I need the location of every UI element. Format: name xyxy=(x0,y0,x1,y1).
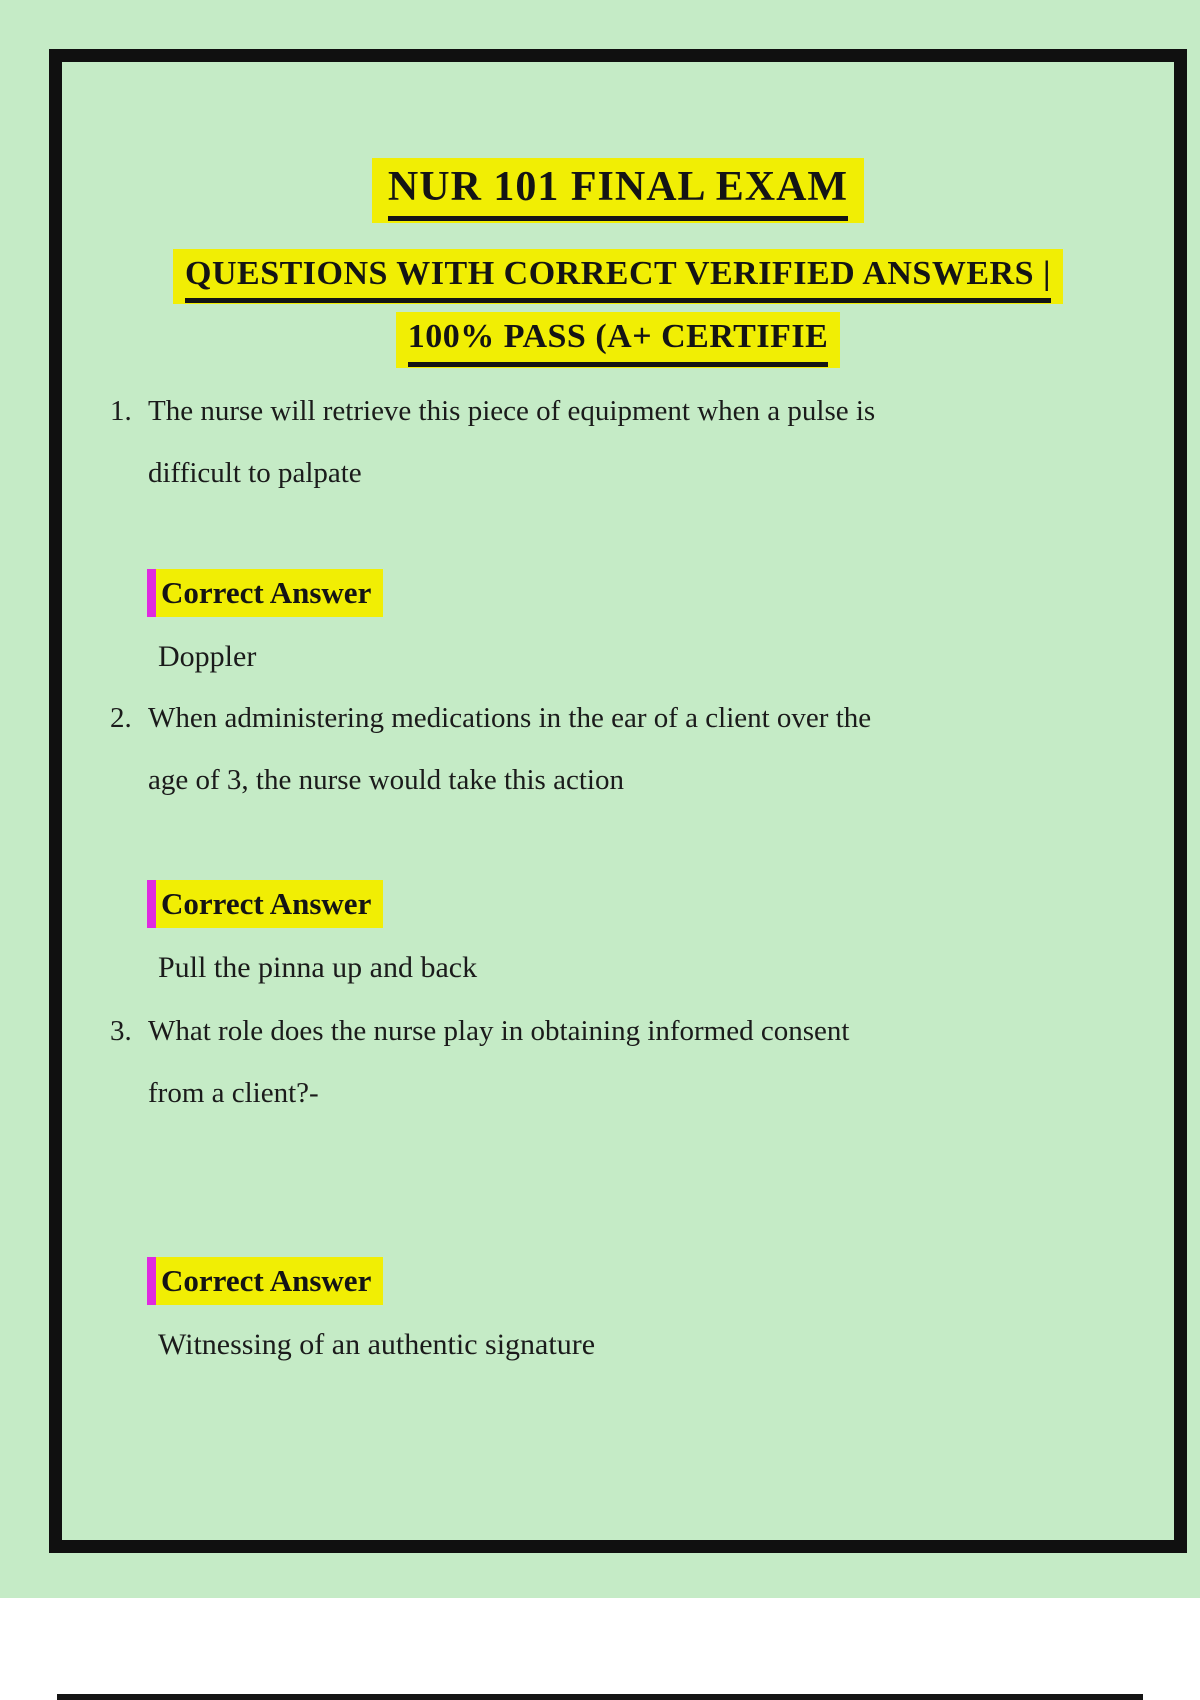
answer-text: Doppler xyxy=(158,639,257,673)
document-header xyxy=(62,62,1174,368)
question-text-line: What role does the nurse play in obtaining informed consent xyxy=(148,1014,850,1047)
correct-answer-row xyxy=(147,569,383,617)
question-number: 2. xyxy=(110,701,132,734)
next-page-top-border xyxy=(57,1694,1143,1700)
question-text-line: from a client?- xyxy=(148,1076,319,1109)
page-frame xyxy=(49,49,1187,1553)
page-title: NUR 101 FINAL EXAM xyxy=(388,163,848,221)
question-text-line: difficult to palpate xyxy=(148,456,362,489)
question-line xyxy=(110,1000,1174,1062)
question-text-line: When administering medications in the ear of a client over the xyxy=(148,701,872,734)
correct-answer-row xyxy=(147,1257,383,1305)
question-text-line: The nurse will retrieve this piece of equipment when a pulse is xyxy=(148,394,876,427)
question-item xyxy=(110,380,1174,675)
correct-answer-marker xyxy=(147,1257,156,1305)
subtitle-1-highlight xyxy=(173,249,1063,305)
question-list xyxy=(62,380,1174,1363)
correct-answer-row xyxy=(147,880,383,928)
page-title-highlight xyxy=(372,158,864,223)
answer-text: Witnessing of an authentic signature xyxy=(158,1327,596,1361)
question-item xyxy=(110,687,1174,986)
correct-answer-marker xyxy=(147,880,156,928)
question-text-line: age of 3, the nurse would take this action xyxy=(148,763,624,796)
question-number: 3. xyxy=(110,1014,132,1047)
correct-answer-marker xyxy=(147,569,156,617)
question-number: 1. xyxy=(110,394,132,427)
correct-answer-label: Correct Answer xyxy=(156,1257,383,1305)
answer-text: Pull the pinna up and back xyxy=(158,950,478,984)
subtitle-row-1 xyxy=(62,223,1174,305)
question-line xyxy=(110,687,1174,749)
page-content xyxy=(62,62,1174,1540)
subtitle-2-highlight xyxy=(396,312,841,368)
subtitle-line-1: QUESTIONS WITH CORRECT VERIFIED ANSWERS | xyxy=(185,252,1051,304)
title-row xyxy=(62,62,1174,223)
question-line xyxy=(110,380,1174,442)
question-item xyxy=(110,1000,1174,1363)
correct-answer-label: Correct Answer xyxy=(156,880,383,928)
subtitle-line-2: 100% PASS (A+ CERTIFIE xyxy=(408,315,829,367)
subtitle-row-2 xyxy=(62,304,1174,368)
correct-answer-label: Correct Answer xyxy=(156,569,383,617)
